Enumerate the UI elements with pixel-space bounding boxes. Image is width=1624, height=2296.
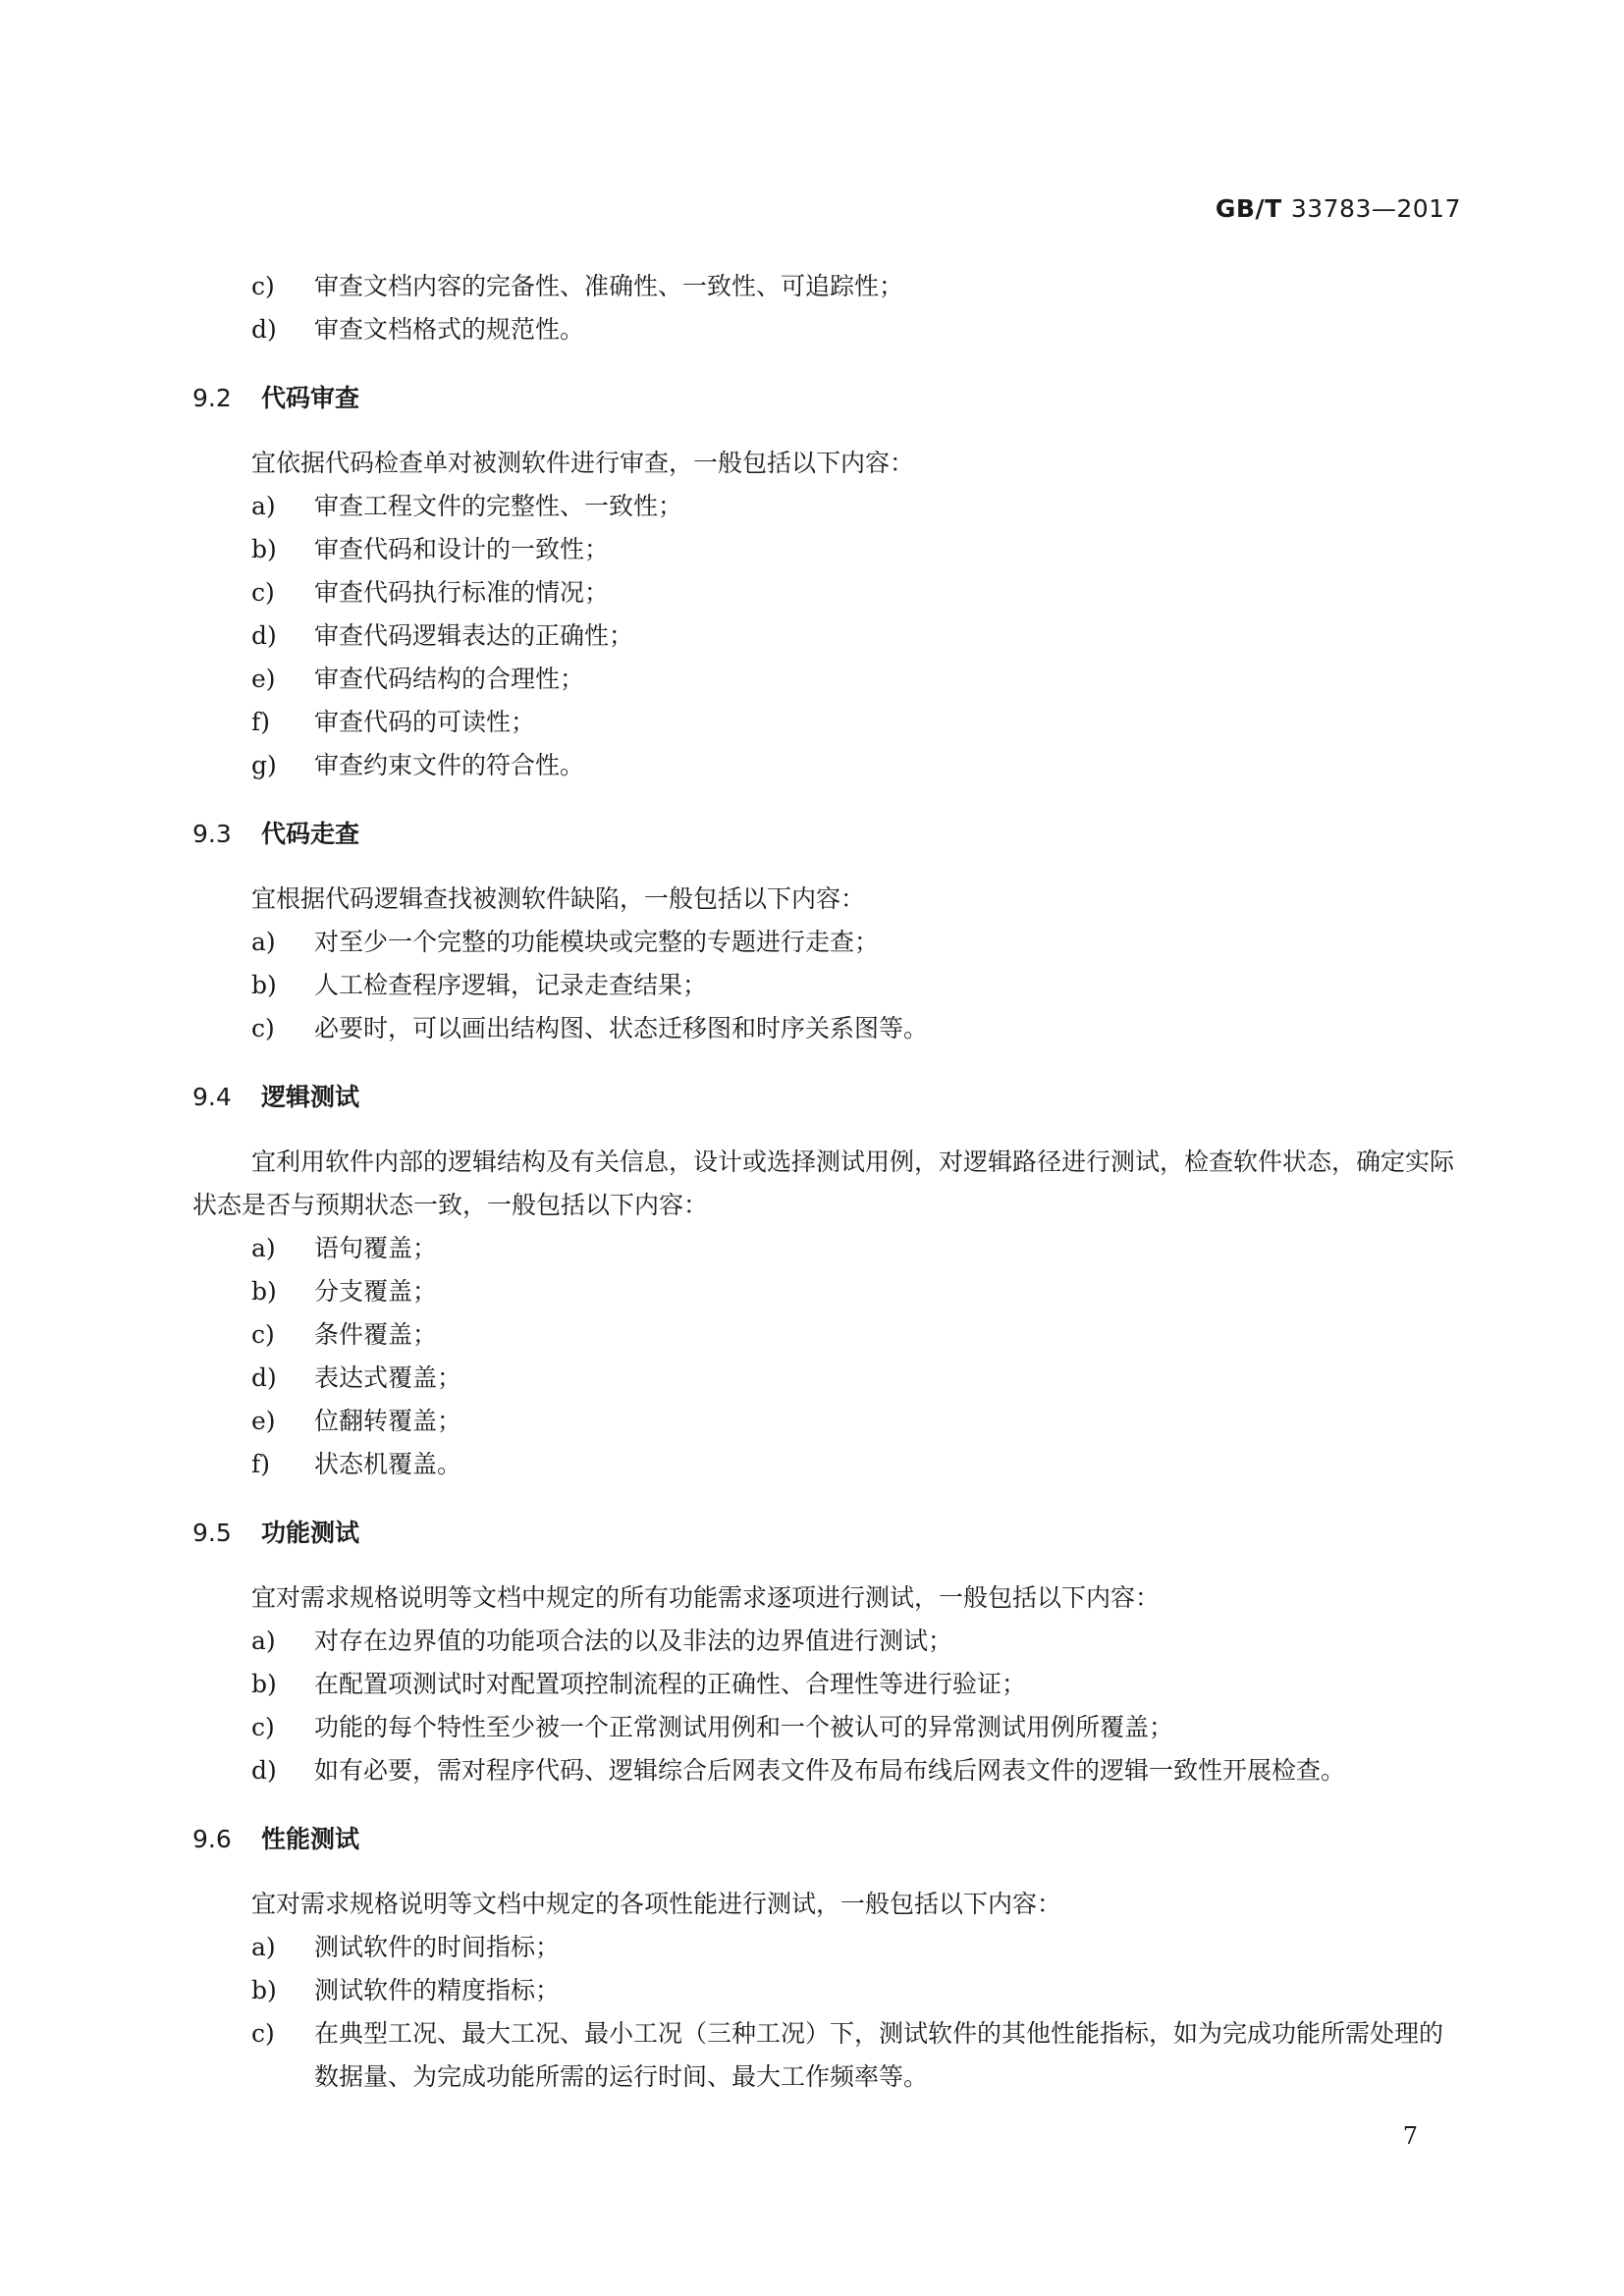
- list-item-label: e): [251, 665, 276, 693]
- list-item: [251, 964, 1461, 1007]
- list-item: [251, 1313, 1461, 1357]
- list-item: [251, 701, 1461, 744]
- list-item: [251, 921, 1461, 964]
- section-number: 9.5: [192, 1519, 232, 1547]
- section-intro: 宜对需求规格说明等文档中规定的各项性能进行测试，一般包括以下内容：: [251, 1890, 1062, 1918]
- list-item-label: b): [251, 1670, 277, 1698]
- section-title: 代码审查: [261, 384, 360, 412]
- list-item-label: f): [251, 1450, 271, 1478]
- list-item-label: c): [251, 578, 275, 607]
- list-item-label: a): [251, 492, 276, 520]
- section-heading: [192, 1818, 1461, 1861]
- list-item: [251, 744, 1461, 787]
- list-item-text: 分支覆盖；: [314, 1277, 438, 1306]
- standard-number: 33783—2017: [1290, 194, 1461, 223]
- section-intro: 宜依据代码检查单对被测软件进行审查，一般包括以下内容：: [251, 449, 915, 477]
- list-item: [251, 1749, 1461, 1792]
- list-item-text: 审查代码的可读性；: [314, 708, 536, 736]
- list-item-text: 在配置项测试时对配置项控制流程的正确性、合理性等进行验证；: [314, 1670, 1027, 1698]
- list-item-text: 测试软件的精度指标；: [314, 1976, 561, 2004]
- list-item-label: c): [251, 2019, 275, 2048]
- list-item-text: 在典型工况、最大工况、最小工况（三种工况）下，测试软件的其他性能指标，如为完成功能所需处理的数据量、为完成功能所需的运行时间、最大工作频率等。: [314, 2019, 1444, 2091]
- list-item-text: 测试软件的时间指标；: [314, 1933, 561, 1961]
- list-item: [251, 1357, 1461, 1400]
- list-item-text: 审查代码结构的合理性；: [314, 665, 585, 693]
- list-item-text: 审查文档格式的规范性。: [314, 315, 585, 344]
- list-item: [251, 1227, 1461, 1270]
- list-item-label: d): [251, 1756, 277, 1785]
- list-item-text: 条件覆盖；: [314, 1320, 438, 1349]
- list-item: [251, 1007, 1461, 1050]
- list-item: [251, 1620, 1461, 1663]
- list-item-text: 审查代码和设计的一致性；: [314, 535, 610, 563]
- list-item-label: b): [251, 971, 277, 999]
- list-item-label: b): [251, 535, 277, 563]
- list-item-label: c): [251, 1320, 275, 1349]
- list-item: [251, 528, 1461, 571]
- section-number: 9.2: [192, 384, 232, 412]
- list-item-label: a): [251, 1933, 276, 1961]
- list-item-label: c): [251, 1713, 275, 1741]
- list-item-label: d): [251, 621, 277, 650]
- list-item-label: c): [251, 272, 275, 300]
- list-item-text: 对存在边界值的功能项合法的以及非法的边界值进行测试；: [314, 1627, 953, 1655]
- list-item: [251, 308, 1461, 351]
- section-intro: 宜对需求规格说明等文档中规定的所有功能需求逐项进行测试，一般包括以下内容：: [251, 1583, 1161, 1612]
- list-item: [251, 614, 1461, 658]
- list-item-text: 审查代码逻辑表达的正确性；: [314, 621, 634, 650]
- section-heading: [192, 377, 1461, 420]
- list-item-text: 语句覆盖；: [314, 1234, 438, 1262]
- list-item-text: 状态机覆盖。: [314, 1450, 462, 1478]
- list-item: [251, 2012, 1461, 2099]
- section-number: 9.3: [192, 820, 232, 848]
- list-item-text: 审查文档内容的完备性、准确性、一致性、可追踪性；: [314, 272, 904, 300]
- document-body: [192, 265, 1461, 2099]
- list-item: [251, 1926, 1461, 1969]
- list-item: [251, 571, 1461, 614]
- list-item-label: a): [251, 1627, 276, 1655]
- standard-code: [1216, 194, 1461, 223]
- section-title: 功能测试: [261, 1519, 360, 1547]
- list-item-label: a): [251, 928, 276, 956]
- list-item-label: b): [251, 1976, 277, 2004]
- section-intro: 宜利用软件内部的逻辑结构及有关信息，设计或选择测试用例，对逻辑路径进行测试，检查软件状态，确定实际状态是否与预期状态一致，一般包括以下内容：: [192, 1148, 1455, 1219]
- list-item-label: a): [251, 1234, 276, 1262]
- section-title: 逻辑测试: [261, 1083, 360, 1111]
- list-item: [251, 1969, 1461, 2012]
- standard-prefix: GB/T: [1215, 194, 1282, 223]
- list-item-text: 必要时，可以画出结构图、状态迁移图和时序关系图等。: [314, 1014, 929, 1042]
- list-item-label: f): [251, 708, 271, 736]
- list-item-label: e): [251, 1407, 276, 1435]
- list-item-text: 表达式覆盖；: [314, 1363, 462, 1392]
- list-item: [251, 1443, 1461, 1486]
- list-item-label: b): [251, 1277, 277, 1306]
- section-heading: [192, 1076, 1461, 1119]
- list-item: [251, 265, 1461, 308]
- section-heading: [192, 813, 1461, 856]
- list-item: [251, 1400, 1461, 1443]
- list-item-text: 审查代码执行标准的情况；: [314, 578, 610, 607]
- list-item: [251, 1663, 1461, 1706]
- list-item-label: c): [251, 1014, 275, 1042]
- list-item-text: 如有必要，需对程序代码、逻辑综合后网表文件及布局布线后网表文件的逻辑一致性开展检查。: [314, 1756, 1346, 1785]
- list-item-label: g): [251, 751, 277, 779]
- section-heading: [192, 1512, 1461, 1555]
- list-item-text: 功能的每个特性至少被一个正常测试用例和一个被认可的异常测试用例所覆盖；: [314, 1713, 1174, 1741]
- section-title: 代码走查: [261, 820, 360, 848]
- section-number: 9.6: [192, 1825, 232, 1853]
- list-item: [251, 658, 1461, 701]
- section-intro: 宜根据代码逻辑查找被测软件缺陷，一般包括以下内容：: [251, 884, 866, 913]
- page-number: 7: [1402, 2122, 1418, 2150]
- list-item-label: d): [251, 1363, 277, 1392]
- section-number: 9.4: [192, 1083, 232, 1111]
- list-item: [251, 1270, 1461, 1313]
- section-title: 性能测试: [261, 1825, 360, 1853]
- list-item: [251, 1706, 1461, 1749]
- list-item-text: 人工检查程序逻辑，记录走查结果；: [314, 971, 708, 999]
- list-item-label: d): [251, 315, 277, 344]
- list-item-text: 审查约束文件的符合性。: [314, 751, 585, 779]
- list-item: [251, 485, 1461, 528]
- list-item-text: 位翻转覆盖；: [314, 1407, 462, 1435]
- list-item-text: 审查工程文件的完整性、一致性；: [314, 492, 683, 520]
- list-item-text: 对至少一个完整的功能模块或完整的专题进行走查；: [314, 928, 880, 956]
